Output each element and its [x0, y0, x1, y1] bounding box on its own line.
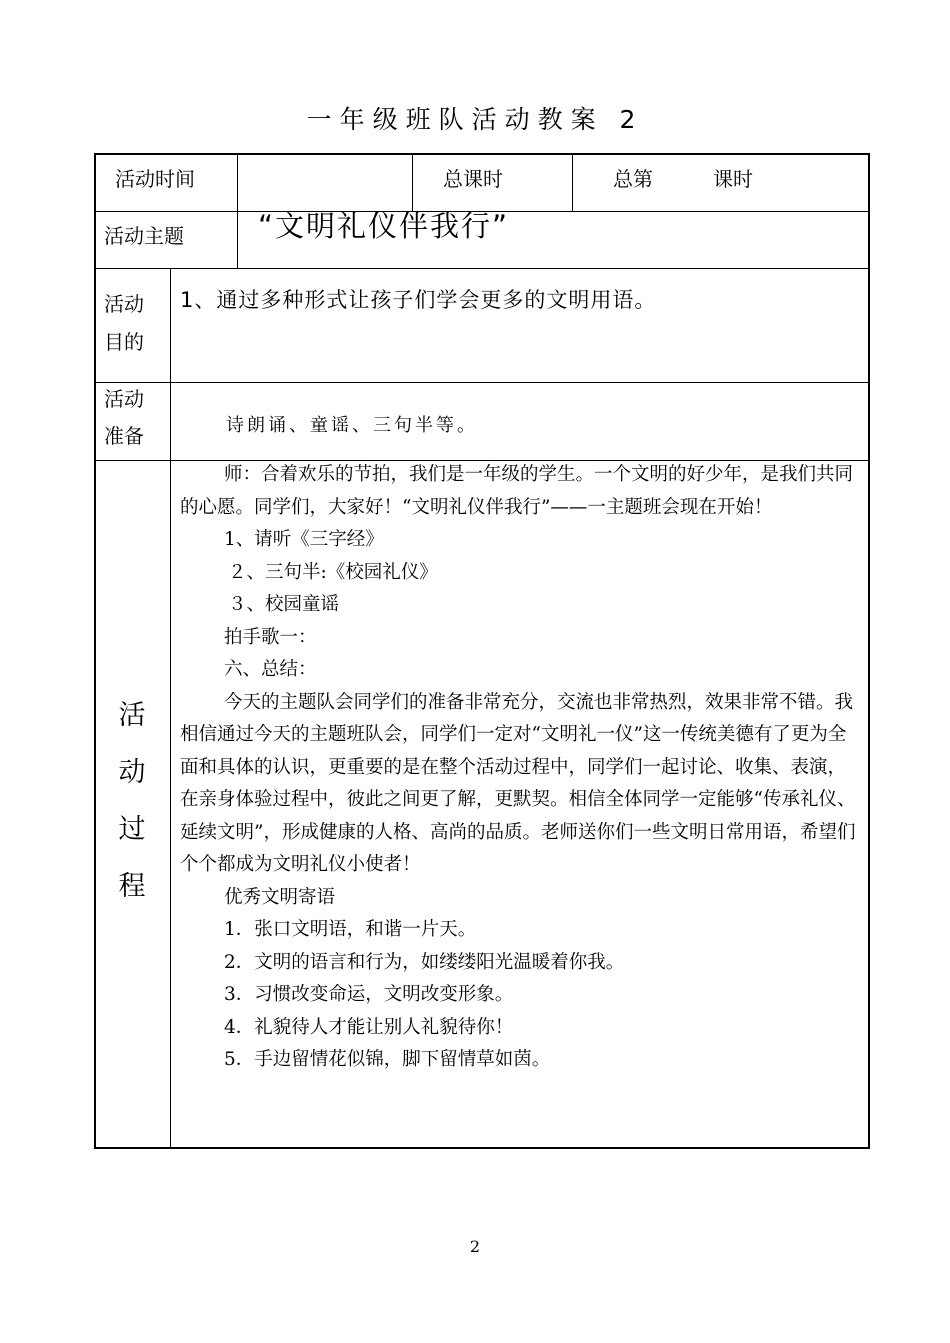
- process-item: 1、请听《三字经》: [224, 529, 384, 550]
- table-border-right: [868, 153, 870, 1149]
- process-label-char: 过: [118, 814, 146, 845]
- table-border-bottom: [94, 1147, 870, 1149]
- activity-theme-label: 活动主题: [104, 224, 184, 248]
- activity-goal: 1、通过多种形式让孩子们学会更多的文明用语。: [180, 288, 657, 312]
- activity-time-label: 活动时间: [115, 167, 195, 191]
- process-item: 拍手歌一：: [224, 626, 317, 648]
- column-divider: [237, 153, 238, 268]
- table-border-left: [94, 153, 96, 1149]
- activity-goal-label-1: 活动: [104, 292, 144, 316]
- activity-theme: “文明礼仪伴我行”: [258, 209, 510, 243]
- column-divider: [572, 153, 573, 211]
- table-border-top: [94, 153, 870, 155]
- process-item: ２、三句半:《校园礼仪》: [228, 561, 438, 583]
- process-item: 六、总结：: [224, 659, 317, 680]
- period-label: 课时: [713, 167, 753, 191]
- process-label-char: 动: [118, 757, 146, 788]
- process-label-char: 程: [118, 871, 146, 902]
- activity-prep: 诗朗诵、童谣、三句半等。: [226, 415, 478, 436]
- page-number: 2: [469, 1237, 481, 1256]
- activity-goal-label-2: 目的: [104, 330, 144, 354]
- nth-label: 总第: [613, 167, 653, 191]
- row-divider: [94, 382, 870, 383]
- sayings-heading: 优秀文明寄语: [224, 886, 336, 908]
- saying-item: 5．手边留情花似锦，脚下留情草如茵。: [224, 1049, 551, 1070]
- process-label-char: 活: [118, 700, 146, 731]
- column-divider: [170, 268, 171, 1149]
- column-divider: [412, 153, 413, 211]
- saying-item: 2．文明的语言和行为，如缕缕阳光温暖着你我。: [224, 951, 625, 973]
- activity-process: [180, 459, 860, 1077]
- activity-prep-label-2: 准备: [104, 424, 144, 448]
- document-title: 一年级班队活动教案 2: [306, 105, 644, 134]
- saying-item: 1．张口文明语，和谐一片天。: [224, 919, 477, 940]
- summary-paragraph: 今天的主题队会同学们的准备非常充分，交流也非常热烈，效果非常不错。我相信通过今天的主题班队会，同学们一定对“文明礼一仪”这一传统美德有了更为全面和具体的认识，更重要的是在整个活动过程中，同学们一起讨论、收集、表演，在亲身体验过程中，彼此之间更了解，更默契。相信全体同学一定能够“传承礼仪、延续文明”，形成健康的人格、高尚的品质。老师送你们一些文明日常用语，希望们个个都成为文明礼仪小使者！: [180, 691, 856, 875]
- total-hours-label: 总课时: [443, 167, 503, 191]
- row-divider: [94, 268, 870, 269]
- saying-item: 3．习惯改变命运，文明改变形象。: [224, 984, 514, 1005]
- process-item: ３、校园童谣: [228, 594, 340, 615]
- intro-paragraph: 师：合着欢乐的节拍，我们是一年级的学生。一个文明的好少年，是我们共同的心愿。同学们，大家好！“文明礼仪伴我行”——一主题班会现在开始！: [180, 464, 854, 518]
- activity-prep-label-1: 活动: [104, 387, 144, 411]
- saying-item: 4．礼貌待人才能让别人礼貌待你！: [224, 1016, 514, 1038]
